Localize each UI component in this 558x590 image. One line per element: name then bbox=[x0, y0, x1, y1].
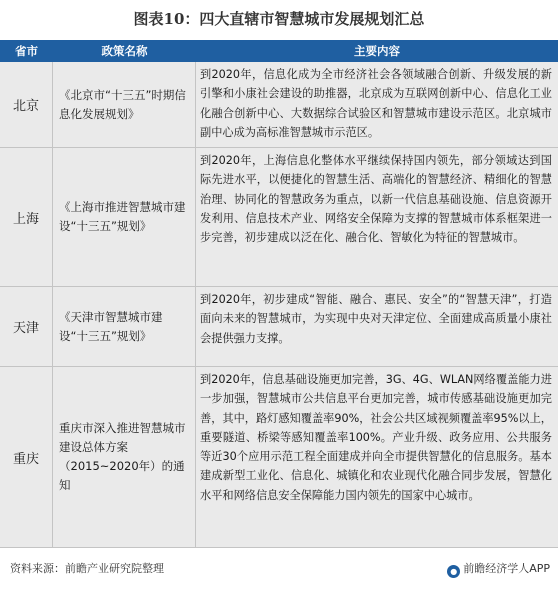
header-policy: 政策名称 bbox=[101, 44, 148, 58]
content-cell: 到2020年，信息基础设施更加完善，3G、4G、WLAN网络覆盖能力进一步加强，智慧城市公共信息平台更加完善，城市传感基础设施更加完善，其中，路灯感知覆盖率90%，社会公共区域视频覆盖率95%以上，重要隧道、桥梁等感知覆盖率100%。产业升级、政务应用、公共服务等近30个应用示范工程全面建成并向全市提供智慧化的信息服务。基本建成新型工业化、信息化、城镇化和农业现代化融合同步发展，智慧化水平和网络信息安全保障能力国内领先的国家中心城市。 bbox=[200, 373, 552, 502]
city-cell: 北京 bbox=[0, 62, 53, 147]
city-cell: 天津 bbox=[0, 287, 53, 366]
footer bbox=[0, 560, 558, 580]
brand-label: 前瞻经济学人APP bbox=[463, 562, 550, 575]
table-row bbox=[0, 148, 558, 287]
city-cell: 上海 bbox=[0, 148, 53, 286]
policy-cell: 重庆市深入推进智慧城市建设总体方案（2015~2020年）的通知 bbox=[53, 367, 196, 547]
table-row bbox=[0, 287, 558, 367]
source-note: 资料来源：前瞻产业研究院整理 bbox=[10, 562, 164, 575]
policy-cell: 《天津市智慧城市建设“十三五”规划》 bbox=[53, 287, 196, 366]
brand-credit bbox=[447, 560, 550, 578]
content-cell: 到2020年，上海信息化整体水平继续保持国内领先，部分领域达到国际先进水平，以便捷化的智慧生活、高端化的智慧经济、精细化的智慧治理、协同化的智慧政务为重点，以新一代信息基础设施、信息资源开发利用、信息技术产业、网络安全保障为支撑的智慧城市体系框架进一步完善，初步建成以泛在化、融合化、智敏化为特征的智慧城市。 bbox=[200, 154, 552, 245]
content-cell: 到2020年，初步建成“智能、融合、惠民、安全”的“智慧天津”，打造面向未来的智慧城市，为实现中央对天津定位、全面建成高质量小康社会提供强力支撑。 bbox=[200, 293, 552, 345]
policy-cell: 《上海市推进智慧城市建设“十三五”规划》 bbox=[53, 148, 196, 286]
figure-title: 图表10：四大直辖市智慧城市发展规划汇总 bbox=[133, 10, 425, 28]
content-cell: 到2020年，信息化成为全市经济社会各领域融合创新、升级发展的新引擎和小康社会建设的助推器，北京成为互联网创新中心、信息化工业化融合创新中心、大数据综合试验区和智慧城市建设示范区。北京城市副中心成为高标准智慧城市示范区。 bbox=[200, 68, 552, 139]
header-city: 省市 bbox=[15, 44, 38, 58]
table-header bbox=[0, 40, 558, 62]
table-row bbox=[0, 62, 558, 148]
table-row bbox=[0, 367, 558, 548]
qianzhan-logo-icon: ● bbox=[447, 565, 460, 578]
header-content: 主要内容 bbox=[354, 44, 400, 58]
policy-cell: 《北京市“十三五”时期信息化发展规划》 bbox=[53, 62, 196, 147]
city-cell: 重庆 bbox=[0, 367, 53, 547]
